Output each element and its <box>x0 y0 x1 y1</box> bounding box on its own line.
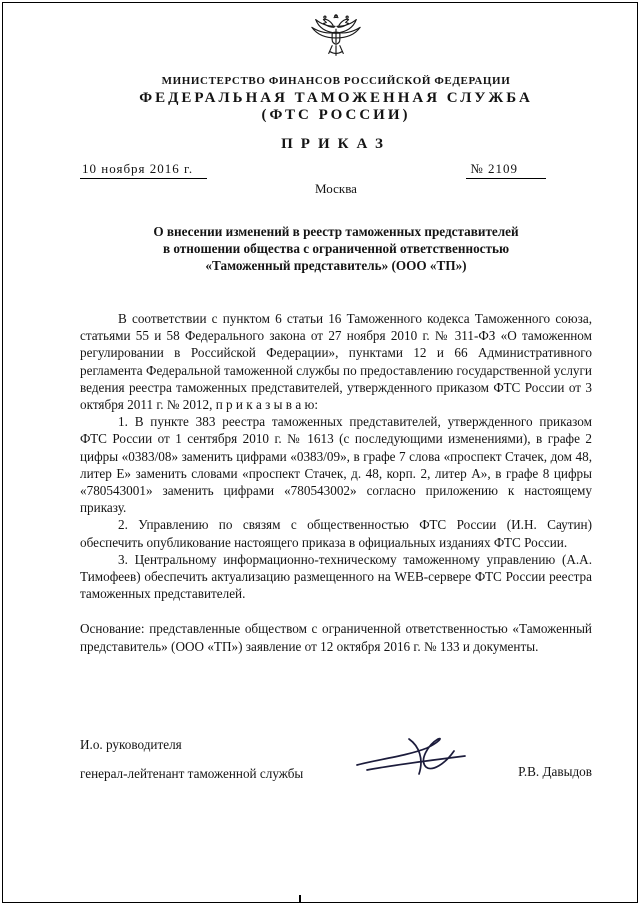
signer-position-line: генерал-лейтенант таможенной службы <box>80 765 304 781</box>
signer-position-line: И.о. руководителя <box>80 736 182 752</box>
title-line: в отношении общества с ограниченной ответственностью <box>162 241 510 256</box>
signature-block <box>80 727 592 781</box>
scan-artifact-mark <box>299 895 301 903</box>
order-item-2: 2. Управлению по связям с общественностью ФТС России (И.Н. Саутин) обеспечить опубликование настоящего приказа в официальных изданиях ФТС России. <box>80 517 592 550</box>
city-label: Москва <box>315 181 357 196</box>
agency-name: ФЕДЕРАЛЬНАЯ ТАМОЖЕННАЯ СЛУЖБА <box>139 90 533 106</box>
basis-paragraph: Основание: представленные обществом с ограниченной ответственностью «Таможенный представитель» (ООО «ТП») заявление от 12 октября 2016 г. № 133 и документы. <box>80 621 592 654</box>
date-number-row <box>80 161 592 179</box>
title-line: О внесении изменений в реестр таможенных представителей <box>153 224 519 239</box>
order-item-3: 3. Центральному информационно-техническому таможенному управлению (А.А. Тимофеев) обеспечить актуализацию размещенного на WEB-сервере ФТС России реестра таможенных представителей. <box>80 551 592 602</box>
order-number: № 2109 <box>466 161 546 179</box>
ministry-name: МИНИСТЕРСТВО ФИНАНСОВ РОССИЙСКОЙ ФЕДЕРАЦИИ <box>161 75 511 87</box>
title-line: «Таможенный представитель» (ООО «ТП») <box>205 258 467 273</box>
handwritten-signature <box>349 733 473 787</box>
order-date: 10 ноября 2016 г. <box>80 161 207 179</box>
russia-coat-of-arms-icon <box>307 51 365 68</box>
document-body <box>80 310 592 655</box>
document-type-label: ПРИКАЗ <box>281 136 391 152</box>
intro-paragraph: В соответствии с пунктом 6 статьи 16 Таможенного кодекса Таможенного союза, статьями 55 и 58 Федерального закона от 27 ноября 2010 г. № 311-ФЗ «О таможенном регулировании в Российской Федерации», пунктами 12 и 66 Административного регламента Федеральной таможенной службы по предоставлению государственной услуги ведения реестра таможенных представителей, утвержденного приказом ФТС России от 3 октября 2011 г. № 2012, п р и к а з ы в а ю: <box>80 311 592 413</box>
agency-abbreviation: (ФТС РОССИИ) <box>261 107 411 123</box>
signer-position <box>80 737 303 781</box>
order-item-1: 1. В пункте 383 реестра таможенных представителей, утвержденного приказом ФТС России от 1 сентября 2010 г. № 1613 (с последующими изменениями), в графе 2 цифры «0383/08» заменить цифрами «0383/09», в графе 7 слова «проспект Стачек, дом 48, литер Е» заменить словами «проспект Стачек, д. 48, корп. 2, литер А», в графе 8 цифры «780543001» заменить цифрами «780543002» согласно приложению к настоящему приказу. <box>80 414 592 516</box>
document-title <box>80 223 592 274</box>
emblem-container <box>80 10 592 69</box>
signer-name: Р.В. Давыдов <box>518 763 592 779</box>
